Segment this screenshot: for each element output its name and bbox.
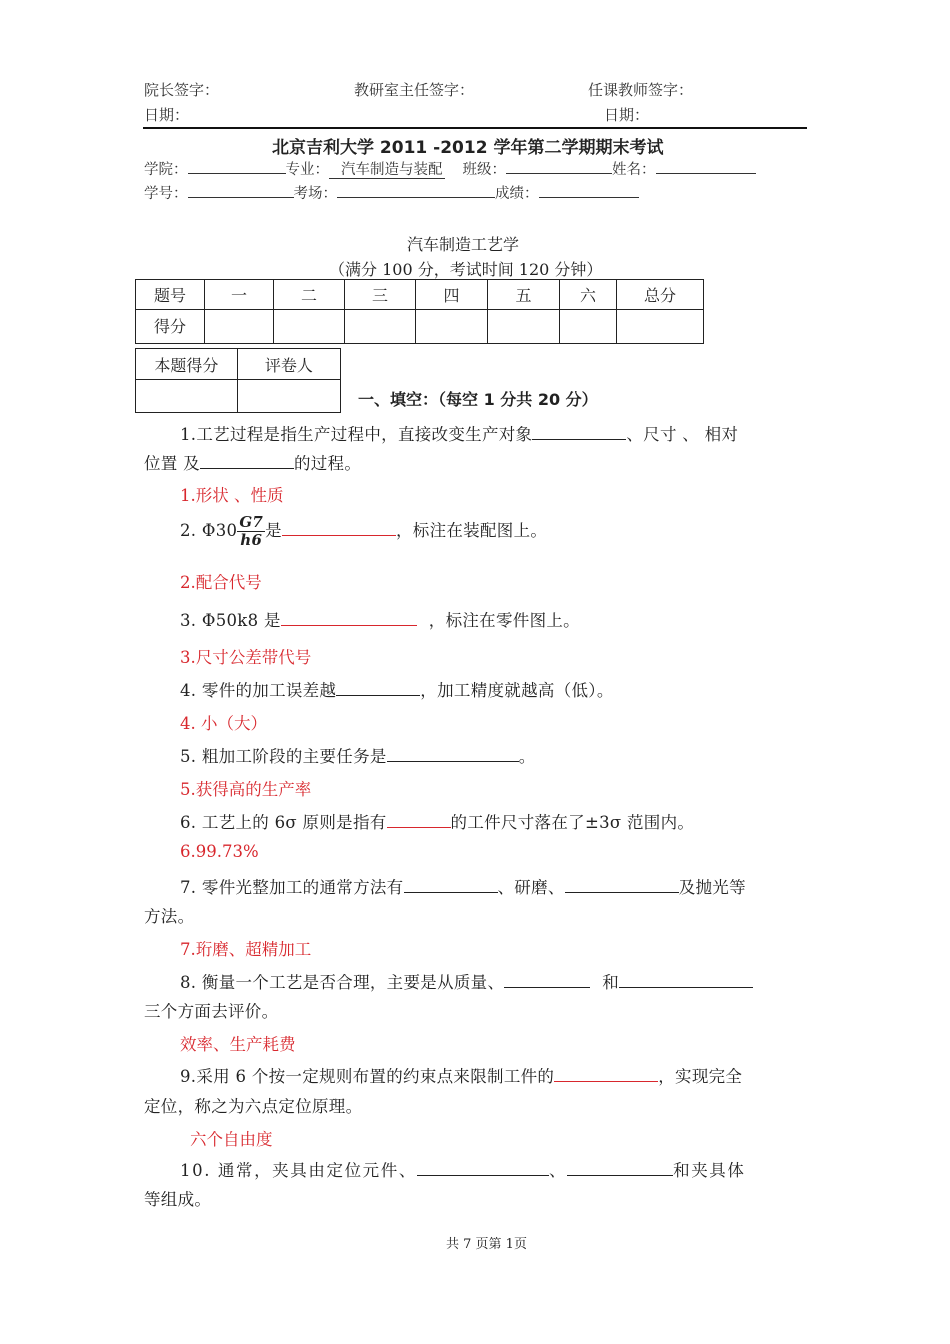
question-3 bbox=[180, 607, 580, 631]
question-2 bbox=[180, 514, 547, 549]
question-text: 是 bbox=[265, 521, 282, 540]
question-text: 8. 衡量一个工艺是否合理，主要是从质量、 bbox=[180, 973, 505, 992]
answer-blank[interactable] bbox=[504, 971, 590, 988]
score-cell[interactable] bbox=[488, 310, 560, 344]
exam-room-label: 考场： bbox=[293, 186, 337, 202]
question-4 bbox=[180, 677, 614, 701]
answer-blank[interactable] bbox=[565, 876, 679, 893]
answer-8: 效率、生产耗费 bbox=[180, 1035, 296, 1054]
answer-blank[interactable] bbox=[387, 811, 451, 828]
score-cell[interactable] bbox=[345, 310, 416, 344]
question-7-line-2: 方法。 bbox=[144, 907, 195, 926]
exam-title: 北京吉利大学 2011 -2012 学年第二学期期末考试 bbox=[272, 138, 664, 158]
answer-blank[interactable] bbox=[567, 1159, 673, 1176]
director-signature-label: 教研室主任签字： bbox=[354, 81, 475, 99]
college-field[interactable] bbox=[188, 159, 286, 174]
answer-4: 4. 小（大） bbox=[180, 714, 267, 733]
section-title: 一、填空：（每空 1 分共 20 分） bbox=[358, 390, 598, 409]
question-text: 、 bbox=[549, 1161, 568, 1180]
question-text: 和夹具体 bbox=[673, 1161, 746, 1180]
question-text: ，实现完全 bbox=[658, 1067, 743, 1086]
score-header-cell: 六 bbox=[560, 280, 617, 310]
answer-blank[interactable] bbox=[387, 745, 519, 762]
major-label: 专业： bbox=[285, 162, 329, 178]
question-5 bbox=[180, 743, 536, 767]
question-text: 1.工艺过程是指生产过程中，直接改变生产对象 bbox=[180, 425, 533, 444]
page-footer: 共 7 页第 1页 bbox=[446, 1237, 527, 1252]
score-header-cell: 题号 bbox=[136, 280, 205, 310]
question-8-line-1 bbox=[180, 969, 753, 993]
dean-signature-label: 院长签字： bbox=[144, 81, 220, 99]
question-text: 10. 通常，夹具由定位元件、 bbox=[180, 1161, 417, 1180]
score-cell[interactable] bbox=[274, 310, 345, 344]
question-9-line-2: 定位，称之为六点定位原理。 bbox=[144, 1097, 363, 1116]
question-text: 3. Φ50k8 是 bbox=[180, 611, 281, 630]
student-info-line-2 bbox=[144, 182, 639, 203]
question-text: 和 bbox=[602, 973, 620, 992]
question-7-line-1 bbox=[180, 874, 746, 898]
score-label: 成绩： bbox=[495, 186, 539, 202]
answer-6: 6.99.73% bbox=[180, 842, 259, 861]
question-text: 的过程。 bbox=[293, 454, 362, 473]
answer-5: 5.获得高的生产率 bbox=[180, 780, 312, 799]
answer-blank[interactable] bbox=[282, 519, 396, 536]
section-score-label: 本题得分 bbox=[136, 349, 238, 380]
teacher-signature-label: 任课教师签字： bbox=[588, 81, 694, 99]
answer-blank[interactable] bbox=[532, 423, 626, 440]
fraction-denominator: h6 bbox=[240, 531, 263, 549]
answer-3: 3.尺寸公差带代号 bbox=[180, 648, 312, 667]
question-text: 及抛光等 bbox=[678, 878, 746, 897]
student-info-line-1 bbox=[144, 158, 756, 179]
answer-blank[interactable] bbox=[554, 1065, 658, 1082]
question-8-line-2: 三个方面去评价。 bbox=[144, 1002, 279, 1021]
fit-fraction bbox=[237, 514, 265, 549]
college-label: 学院： bbox=[144, 162, 188, 178]
score-header-cell: 五 bbox=[488, 280, 560, 310]
grader-cell[interactable] bbox=[237, 380, 340, 413]
question-text: 4. 零件的加工误差越 bbox=[180, 681, 337, 700]
question-10-line-2: 等组成。 bbox=[144, 1190, 212, 1209]
major-value: 汽车制造与装配 bbox=[329, 162, 445, 179]
date-label-left: 日期： bbox=[144, 106, 190, 124]
answer-2: 2.配合代号 bbox=[180, 573, 262, 592]
score-row-label: 得分 bbox=[136, 310, 205, 344]
question-9-line-1 bbox=[180, 1063, 742, 1087]
question-text: ，标注在零件图上。 bbox=[428, 611, 580, 630]
answer-9: 六个自由度 bbox=[190, 1130, 273, 1149]
student-id-field[interactable] bbox=[188, 183, 294, 198]
question-text: 位置 及 bbox=[144, 454, 200, 473]
score-cell[interactable] bbox=[560, 310, 617, 344]
subject-title: 汽车制造工艺学 bbox=[407, 235, 520, 254]
question-text: 、研磨、 bbox=[497, 878, 565, 897]
score-header-cell: 三 bbox=[345, 280, 416, 310]
score-cell[interactable] bbox=[205, 310, 274, 344]
name-label: 姓名： bbox=[612, 162, 656, 178]
answer-blank[interactable] bbox=[336, 679, 420, 696]
score-field[interactable] bbox=[539, 183, 639, 198]
question-1-line-1 bbox=[180, 421, 738, 445]
question-text: 、尺寸 、 相对 bbox=[626, 425, 739, 444]
date-label-right: 日期： bbox=[604, 106, 650, 124]
question-text: 6. 工艺上的 6σ 原则是指有 bbox=[180, 813, 387, 832]
score-table-row bbox=[136, 310, 704, 344]
question-1-line-2 bbox=[144, 450, 361, 474]
question-text: 。 bbox=[518, 747, 536, 766]
class-label: 班级： bbox=[462, 162, 506, 178]
score-table bbox=[135, 279, 704, 344]
class-field[interactable] bbox=[506, 159, 612, 174]
section-score-cell[interactable] bbox=[136, 380, 238, 413]
name-field[interactable] bbox=[656, 159, 756, 174]
fraction-numerator: G7 bbox=[239, 513, 264, 531]
header-rule bbox=[143, 127, 807, 129]
score-header-cell: 一 bbox=[205, 280, 274, 310]
score-cell[interactable] bbox=[617, 310, 704, 344]
question-text: 的工件尺寸落在了±3σ 范围内。 bbox=[450, 813, 695, 832]
question-text: 7. 零件光整加工的通常方法有 bbox=[180, 878, 404, 897]
answer-blank[interactable] bbox=[619, 971, 753, 988]
question-text: 2. Φ30 bbox=[180, 521, 238, 540]
score-header-cell: 二 bbox=[274, 280, 345, 310]
exam-room-field[interactable] bbox=[337, 183, 495, 198]
answer-blank[interactable] bbox=[281, 609, 417, 626]
answer-blank[interactable] bbox=[404, 876, 498, 893]
score-header-cell: 总分 bbox=[617, 280, 704, 310]
question-text: 9.采用 6 个按一定规则布置的约束点来限制工件的 bbox=[180, 1067, 555, 1086]
grader-table bbox=[135, 348, 341, 413]
score-header-cell: 四 bbox=[416, 280, 488, 310]
question-text: 5. 粗加工阶段的主要任务是 bbox=[180, 747, 387, 766]
answer-blank[interactable] bbox=[200, 452, 294, 469]
question-6 bbox=[180, 809, 694, 833]
grader-label: 评卷人 bbox=[237, 349, 340, 380]
question-10-line-1 bbox=[180, 1157, 746, 1181]
answer-7: 7.珩磨、超精加工 bbox=[180, 940, 312, 959]
answer-1: 1.形状 、性质 bbox=[180, 486, 284, 505]
score-cell[interactable] bbox=[416, 310, 488, 344]
student-id-label: 学号： bbox=[144, 186, 188, 202]
question-text: ，加工精度就越高（低）。 bbox=[420, 681, 614, 700]
score-table-header bbox=[136, 280, 704, 310]
question-text: ，标注在装配图上。 bbox=[395, 521, 548, 540]
answer-blank[interactable] bbox=[417, 1159, 549, 1176]
exam-note: （满分 100 分，考试时间 120 分钟） bbox=[329, 260, 603, 279]
